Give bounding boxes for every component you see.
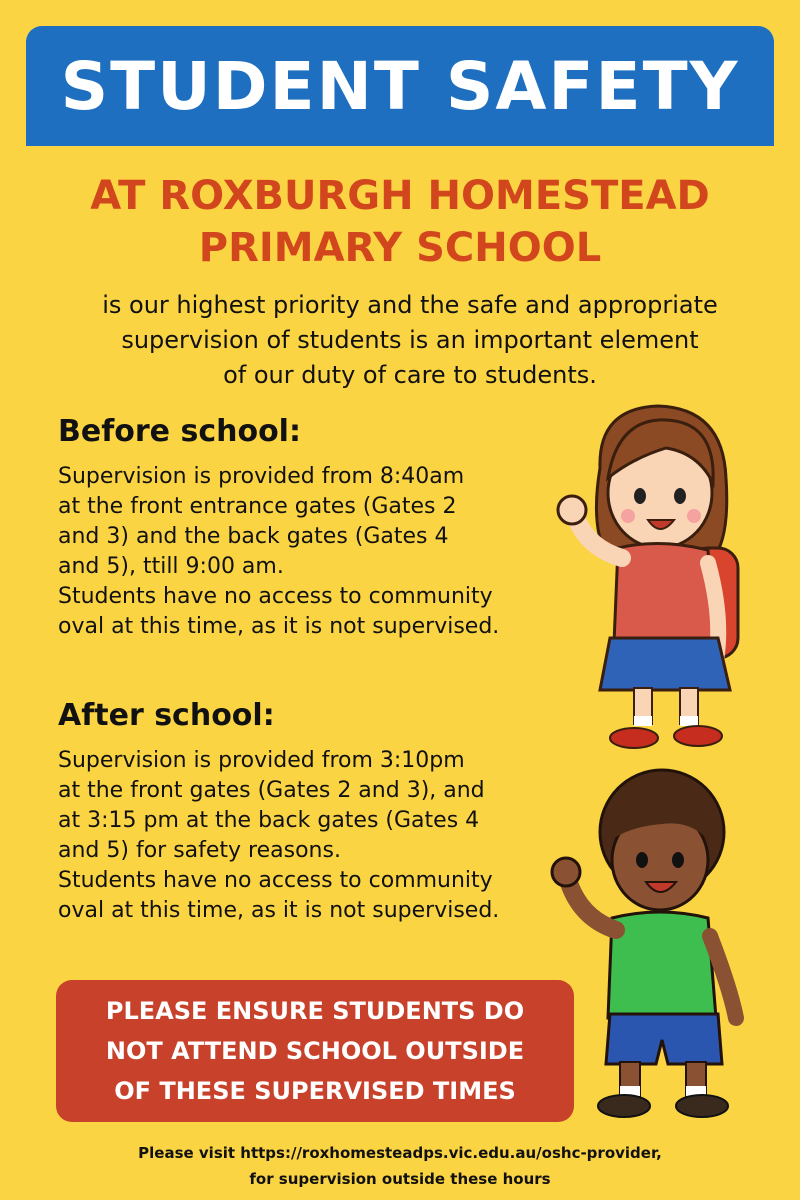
intro-line: supervision of students is an important element	[121, 326, 699, 354]
title-banner	[26, 26, 774, 146]
before-school-line: and 5), ttill 9:00 am.	[58, 554, 284, 579]
before-school-text	[58, 462, 598, 642]
footer-line: Please visit https://roxhomesteadps.vic.edu.au/oshc-provider,	[138, 1144, 662, 1162]
warning-box	[56, 980, 574, 1122]
footer-line: for supervision outside these hours	[249, 1170, 551, 1188]
before-school-heading: Before school:	[58, 414, 301, 449]
after-school-text	[58, 746, 598, 926]
after-school-line: at the front gates (Gates 2 and 3), and	[58, 778, 485, 803]
school-name-line: PRIMARY SCHOOL	[198, 225, 602, 271]
footer-note	[0, 1140, 800, 1192]
poster-title: STUDENT SAFETY	[60, 47, 740, 125]
school-name-line: AT ROXBURGH HOMESTEAD	[90, 173, 710, 219]
after-school-line: Supervision is provided from 3:10pm	[58, 748, 465, 773]
before-school-line: Supervision is provided from 8:40am	[58, 464, 465, 489]
intro-text	[40, 288, 780, 393]
intro-line: is our highest priority and the safe and appropriate	[102, 291, 718, 319]
before-school-line: Students have no access to community	[58, 584, 493, 609]
after-school-line: and 5) for safety reasons.	[58, 838, 341, 863]
before-school-line: oval at this time, as it is not supervised.	[58, 614, 500, 639]
before-school-line: at the front entrance gates (Gates 2	[58, 494, 457, 519]
warning-line: NOT ATTEND SCHOOL OUTSIDE	[105, 1037, 525, 1065]
boy-waving-illustration	[550, 768, 760, 1128]
after-school-heading: After school:	[58, 698, 275, 733]
after-school-line: at 3:15 pm at the back gates (Gates 4	[58, 808, 480, 833]
girl-waving-illustration	[548, 398, 748, 758]
intro-line: of our duty of care to students.	[223, 361, 597, 389]
before-school-line: and 3) and the back gates (Gates 4	[58, 524, 449, 549]
warning-line: PLEASE ENSURE STUDENTS DO	[105, 997, 525, 1025]
after-school-line: Students have no access to community	[58, 868, 493, 893]
warning-line: OF THESE SUPERVISED TIMES	[114, 1077, 516, 1105]
after-school-line: oval at this time, as it is not supervised.	[58, 898, 500, 923]
school-name	[0, 170, 800, 274]
